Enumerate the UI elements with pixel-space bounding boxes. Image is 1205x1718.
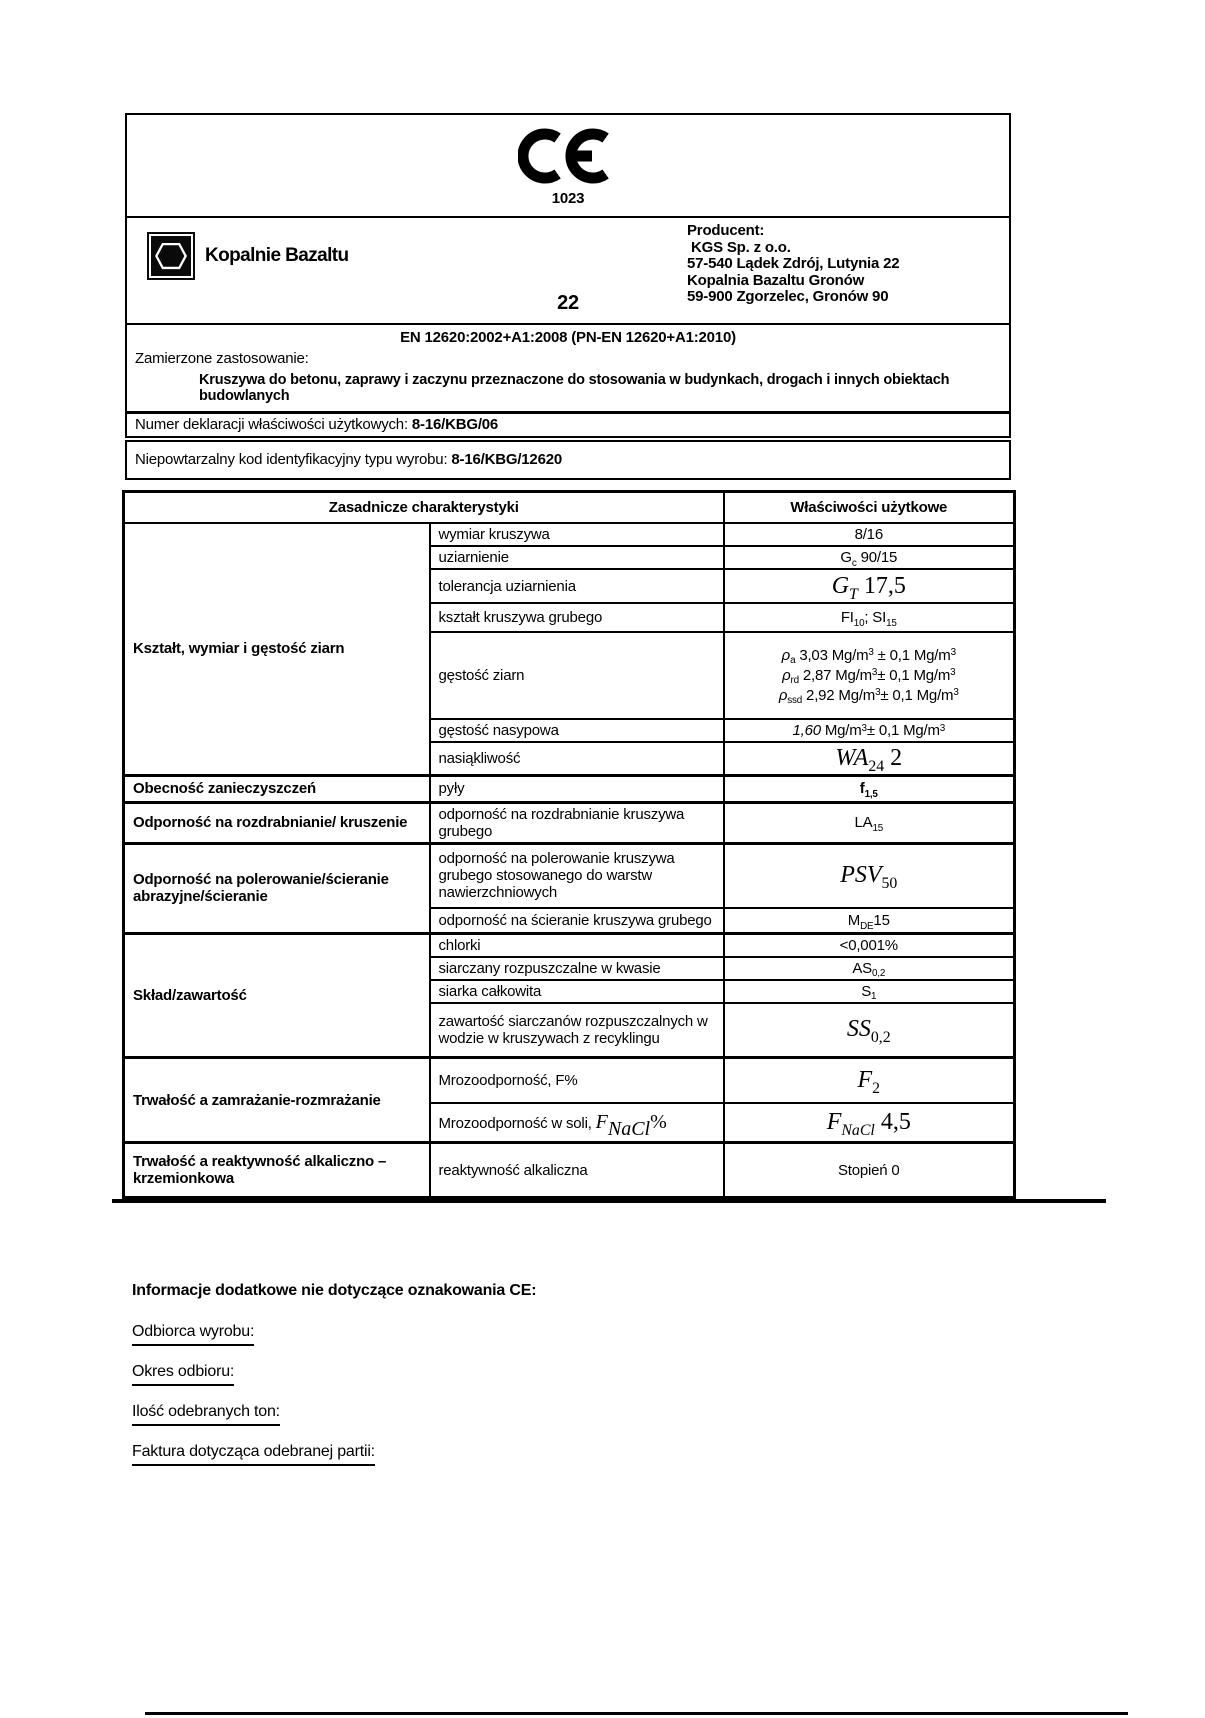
value-cell: 1,60 $Mg/m^3\pm 0,1$ $Mg/m^3$: [724, 719, 1015, 742]
value-cell: $F_2$: [724, 1058, 1015, 1103]
property-cell: nasiąkliwość: [430, 742, 724, 775]
category-cell: Kształt, wymiar i gęstość ziarn: [124, 523, 430, 775]
table-row: [124, 843, 1015, 908]
value-cell: <0,001%: [724, 933, 1015, 957]
table-row: [124, 523, 1015, 546]
standard-section: [127, 325, 1009, 411]
product-type-code-value: 8-16/KBG/12620: [451, 451, 562, 468]
intended-use-label: Zamierzone zastosowanie:: [135, 350, 309, 367]
value-cell: $AS_{0,2}$: [724, 957, 1015, 980]
header-performance: Właściwości użytkowe: [724, 492, 1015, 524]
table-row: [124, 802, 1015, 843]
value-cell: [724, 632, 1015, 719]
category-cell: Skład/zawartość: [124, 933, 430, 1058]
category-cell: Odporność na rozdrabnianie/ kruszenie: [124, 802, 430, 843]
characteristics-table: [122, 490, 1016, 1199]
company-logo-text: Kopalnie Bazaltu: [205, 245, 349, 266]
property-cell: odporność na polerowanie kruszywa grubego stosowanego do warstw nawierzchniowych: [430, 843, 724, 908]
declaration-number-row: [125, 412, 1011, 438]
property-cell: wymiar kruszywa: [430, 523, 724, 546]
ce-mark-section: [127, 115, 1009, 218]
declaration-number-value: 8-16/KBG/06: [411, 416, 499, 433]
page-bottom-rule: [145, 1712, 1128, 1715]
density-line: $\rho_{ssd}$ 2,92 $Mg/m^3\pm 0,1$ $Mg/m^3$: [778, 686, 959, 707]
product-type-code-row: [125, 440, 1011, 480]
property-cell: reaktywność alkaliczna: [430, 1143, 724, 1198]
property-cell: uziarnienie: [430, 546, 724, 569]
value-cell: $G_T$ 17,5: [724, 569, 1015, 603]
producer-line: 59-900 Zgorzelec, Gronów 90: [687, 288, 889, 305]
property-cell: kształt kruszywa grubego: [430, 603, 724, 632]
property-cell: odporność na rozdrabnianie kruszywa grubego: [430, 802, 724, 843]
tons-line: [132, 1401, 536, 1426]
producer-line: KGS Sp. z o.o.: [691, 238, 791, 256]
property-cell: siarka całkowita: [430, 980, 724, 1003]
value-cell: $WA_{24}$ 2: [724, 742, 1015, 775]
declaration-number-label: Numer deklaracji właściwości użytkowych:: [135, 416, 412, 433]
property-cell: chlorki: [430, 933, 724, 957]
invoice-line: [132, 1441, 536, 1466]
period-label: Okres odbioru:: [132, 1361, 234, 1386]
producer-label: Producent:: [687, 222, 765, 239]
value-cell: Stopień 0: [724, 1143, 1015, 1198]
value-cell: 8/16: [724, 523, 1015, 546]
recipient-line: [132, 1321, 536, 1346]
density-line: $\rho_a$ 3,03 $Mg/m^3 \pm 0,1$ $Mg/m^3$: [781, 646, 956, 667]
category-cell: Obecność zanieczyszczeń: [124, 775, 430, 802]
value-cell: $F_{NaCl}$ 4,5: [724, 1103, 1015, 1143]
value-cell: $LA_{15}$: [724, 802, 1015, 843]
producer-block: [687, 223, 899, 306]
year-code: 22: [557, 292, 579, 314]
density-line: $\rho_{rd}$ 2,87 $Mg/m^3\pm 0,1$ $Mg/m^3$: [782, 666, 956, 687]
category-cell: Trwałość a reaktywność alkaliczno – krzemionkowa: [124, 1143, 430, 1198]
table-row: [124, 775, 1015, 802]
property-cell: gęstość nasypowa: [430, 719, 724, 742]
intended-use-text: Kruszywa do betonu, zaprawy i zaczynu przeznaczone do stosowania w budynkach, drogach i innych obiektach budowlanych: [199, 372, 950, 404]
producer-line: 57-540 Lądek Zdrój, Lutynia 22: [687, 255, 900, 272]
notified-body-number: 1023: [551, 190, 585, 207]
table-row: [124, 933, 1015, 957]
recipient-label: Odbiorca wyrobu:: [132, 1321, 254, 1346]
invoice-label: Faktura dotycząca odebranej partii:: [132, 1441, 375, 1466]
property-cell: Mrozoodporność w soli, $F_{NaCl}\%$: [430, 1103, 724, 1143]
property-cell: siarczany rozpuszczalne w kwasie: [430, 957, 724, 980]
hexagon-logo-icon: [147, 232, 195, 280]
producer-section: [127, 218, 1009, 325]
table-row: [124, 1143, 1015, 1198]
product-type-code-label: Niepowtarzalny kod identyfikacyjny typu wyrobu:: [135, 451, 452, 468]
additional-info-title: Informacje dodatkowe nie dotyczące oznakowania CE:: [132, 1282, 537, 1299]
period-line: [132, 1361, 536, 1386]
ce-header-box: [125, 113, 1011, 413]
property-cell: tolerancja uziarnienia: [430, 569, 724, 603]
value-cell: $M_{DE}15$: [724, 908, 1015, 933]
company-logo: [147, 232, 348, 280]
producer-line: Kopalnia Bazaltu Gronów: [687, 271, 865, 289]
property-cell: pyły: [430, 775, 724, 802]
additional-info-section: [132, 1280, 536, 1481]
value-cell: $PSV_{50}$: [724, 843, 1015, 908]
table-row: [124, 1058, 1015, 1103]
header-characteristics: Zasadnicze charakterystyki: [124, 492, 724, 524]
category-cell: Odporność na polerowanie/ścieranie abrazyjne/ścieranie: [124, 843, 430, 933]
tons-label: Ilość odebranych ton:: [132, 1401, 280, 1426]
value-cell: $FI_{10}$; $SI_{15}$: [724, 603, 1015, 632]
section-divider: [112, 1199, 1106, 1203]
category-cell: Trwałość a zamrażanie-rozmrażanie: [124, 1058, 430, 1143]
standard-norm: EN 12620:2002+A1:2008 (PN-EN 12620+A1:2010): [400, 329, 736, 346]
value-cell: $SS_{0,2}$: [724, 1003, 1015, 1058]
property-cell: Mrozoodporność, F%: [430, 1058, 724, 1103]
table-header-row: [124, 492, 1015, 524]
property-cell: odporność na ścieranie kruszywa grubego: [430, 908, 724, 933]
property-cell: gęstość ziarn: [430, 632, 724, 719]
value-cell: $f_{1,5}$: [724, 775, 1015, 802]
property-cell: zawartość siarczanów rozpuszczalnych w wodzie w kruszywach z recyklingu: [430, 1003, 724, 1058]
value-cell: $S_1$: [724, 980, 1015, 1003]
value-cell: $G_c$ 90/15: [724, 546, 1015, 569]
ce-mark-icon: [518, 125, 618, 187]
